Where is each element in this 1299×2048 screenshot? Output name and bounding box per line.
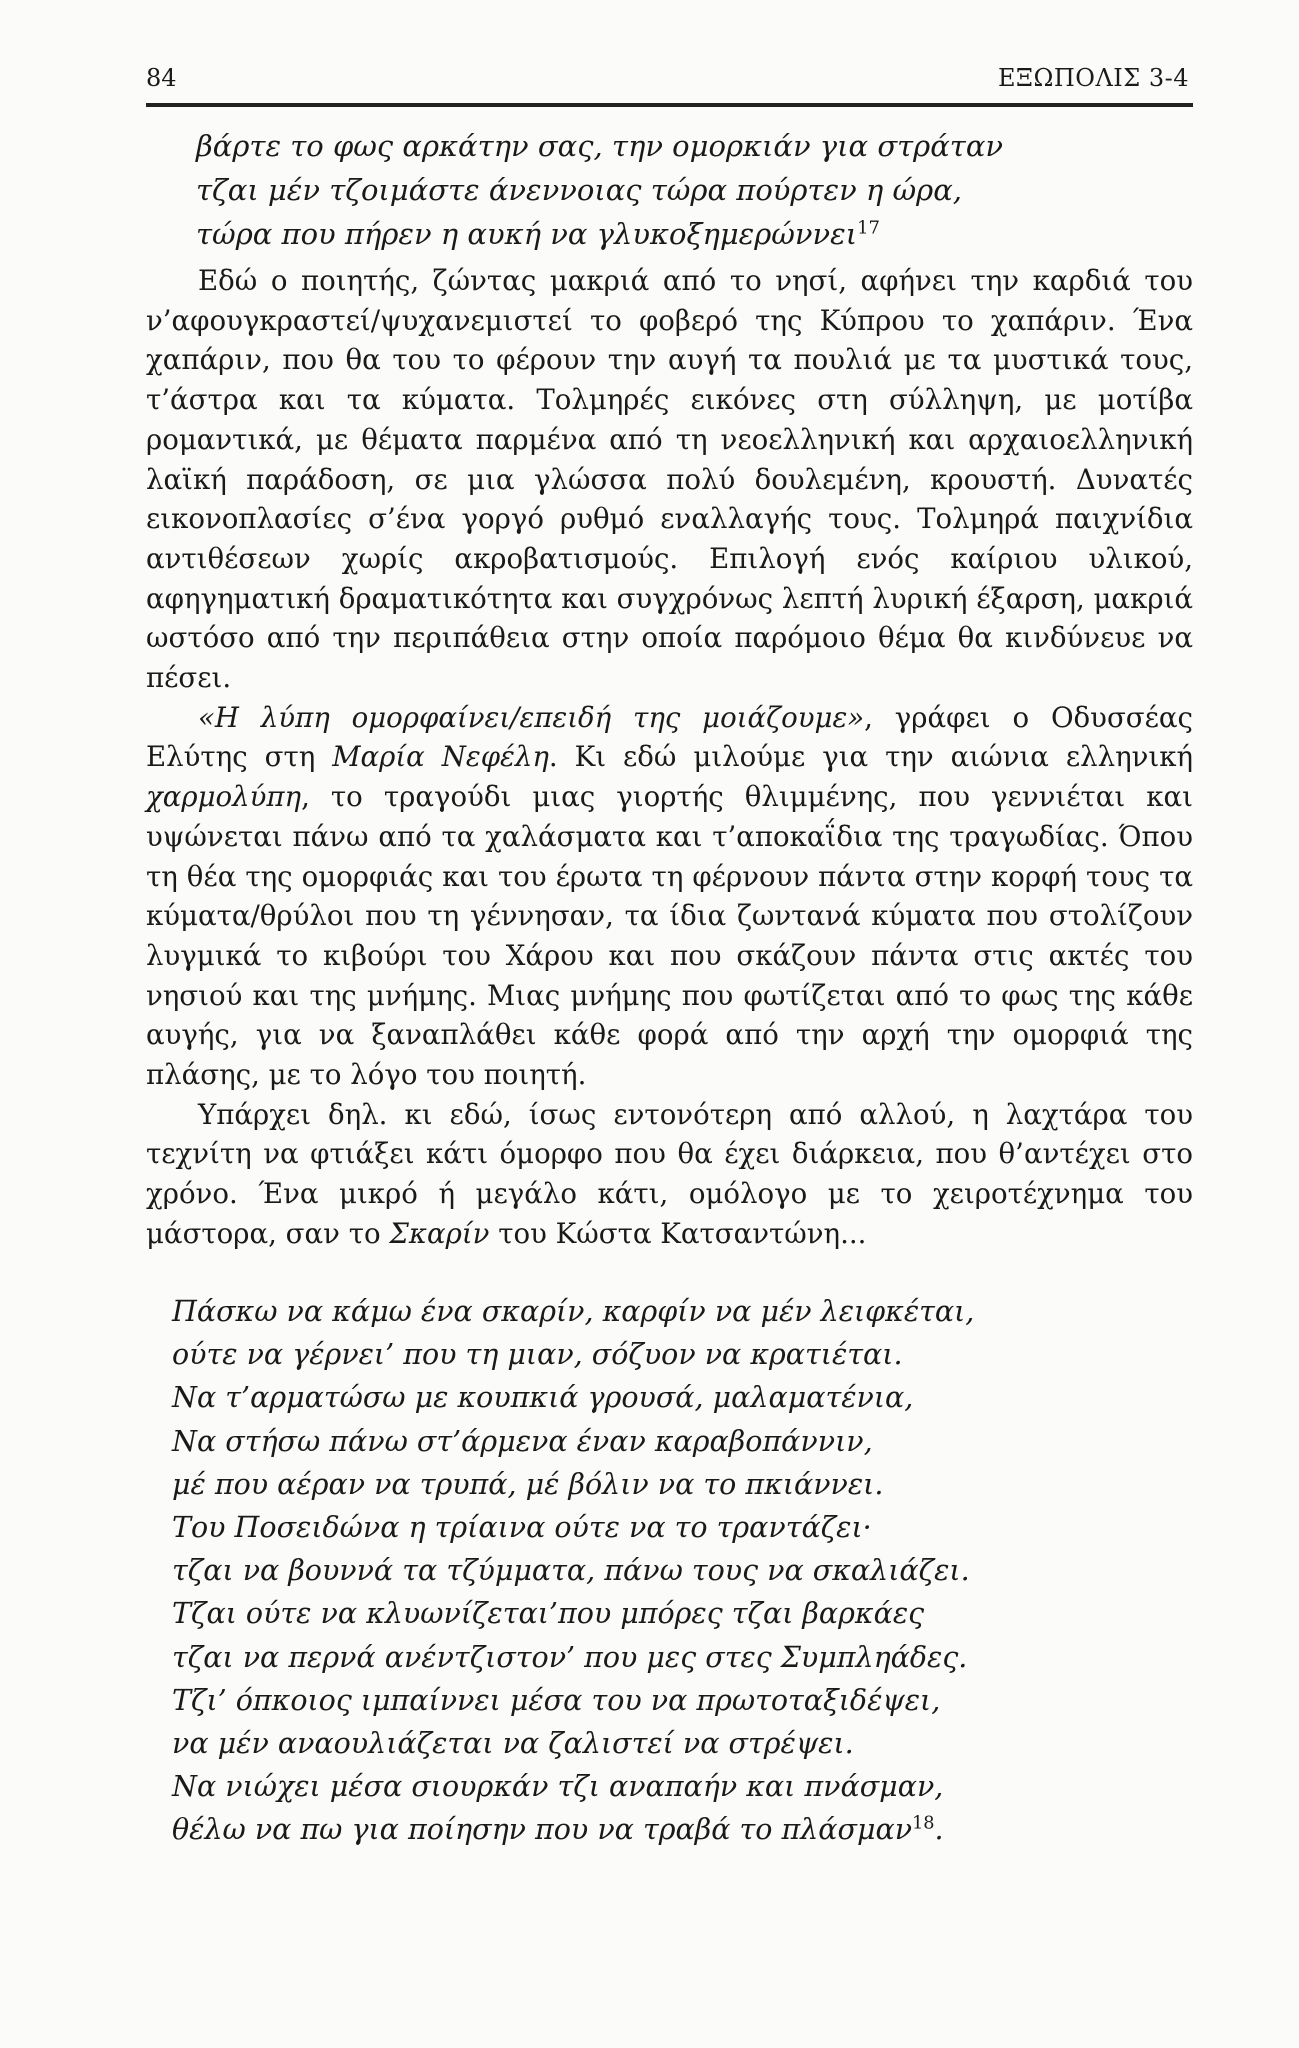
end-punctuation: . (934, 1813, 944, 1847)
footnote-marker: 17 (857, 217, 880, 239)
text-run: Υπάρχει δηλ. κι εδώ, ίσως εντονότερη από αλλού, η λαχτάρα του τεχνίτη να φτιάξει κάτι όμορφο που θα έχει διάρκεια, που θ’αντέχει στο χρόνο. Ένα μικρό ή μεγάλο κάτι, ομόλογο με το χειροτέχνημα του μάστορα, σαν το (146, 1097, 1193, 1250)
text-run: , γράφει ο Οδυσσέας Ελύτης στη (146, 700, 1194, 774)
text-run: , το τραγούδι μιας γιορτής θλιμμένης, που γεννιέται και υψώνεται πάνω από τα χαλάσματα και τ’αποκαΐδια της τραγωδίας. Όπου τη θέα της ομορφιάς και του έρωτα τη φέρνουν πάντα στην κορφή τους τα κύματα/θρύλοι που τη γέννησαν, τα ίδια ζωντανά κύματα που στολίζουν λυγμικά το κιβούρι του Χάρου και που σκάζουν πάντα στις ακτές του νησιού και της μνήμης. Μιας μνήμης που φωτίζεται από το φως της κάθε αυγής, για να ξαναπλάθει κάθε φορά από την αρχή την ομορφιά της πλάσης, με το λόγο του ποιητή. (146, 780, 1193, 1092)
paragraph (146, 698, 1193, 1095)
verse-line: να μέν αναουλιάζεται να ζαλιστεί να στρέψει. (172, 1727, 854, 1761)
running-header: ΕΞΩΠΟΛΙΣ 3-4 (998, 64, 1189, 92)
verse-line: μέ που αέραν να τρυπά, μέ βόλιν να το πκιάννει. (172, 1467, 884, 1501)
verse-line-text: θέλω να πω για ποίησην που να τραβά το πλάσμαν (172, 1813, 913, 1847)
verse-line: βάρτε το φως αρκάτην σας, την ομορκιάν για στράταν (196, 129, 1004, 163)
text-run: του Κώστα Κατσαντώνη... (489, 1216, 867, 1250)
work-title: Μαρία Νεφέλη (332, 740, 549, 774)
verse-line: τζαι να περνά ανέντζιστον’ που μες στες Συμπληάδες. (172, 1640, 968, 1674)
poem-excerpt-bottom (172, 1290, 1193, 1852)
verse-line (196, 212, 1193, 256)
body-text (146, 261, 1193, 1254)
verse-line (172, 1808, 1193, 1851)
verse-line: Να στήσω πάνω στ’άρμενα έναν καραβοπάννιν, (172, 1424, 873, 1458)
footnote-marker: 18 (912, 1813, 935, 1834)
verse-line: Να τ’αρματώσω με κουπκιά γρουσά, μαλαματένια, (172, 1381, 914, 1415)
verse-line: τζαι να βουννά τα τζύμματα, πάνω τους να σκαλιάζει. (172, 1554, 970, 1588)
paragraph: Εδώ ο ποιητής, ζώντας μακριά από το νησί, αφήνει την καρδιά του ν’αφουγκραστεί/ψυχανεμιστεί το φοβερό της Κύπρου το χαπάριν. Ένα χαπάριν, που θα του το φέρουν την αυγή τα πουλιά με τα μυστικά τους, τ’άστρα και τα κύματα. Τολμηρές εικόνες στη σύλληψη, με μοτίβα ρομαντικά, με θέματα παρμένα από τη νεοελληνική και αρχαιοελληνική λαϊκή παράδοση, σε μια γλώσσα πολύ δουλεμένη, κρουστή. Δυνατές εικονοπλασίες σ’ένα γοργό ρυθμό εναλλαγής τους. Τολμηρά παιχνίδια αντιθέσεων χωρίς ακροβατισμούς. Επιλογή ενός καίριου υλικού, αφηγηματική δραματικότητα και συγχρόνως λεπτή λυρική έξαρση, μακριά ωστόσο από την περιπάθεια στην οποία παρόμοιο θέμα θα κινδύνευε να πέσει. (146, 264, 1193, 695)
verse-line: Να νιώχει μέσα σιουρκάν τζι αναπαήν και πνάσμαν, (172, 1770, 944, 1804)
verse-line-text: τώρα που πήρεν η αυκή να γλυκοξημερώννει (196, 217, 858, 251)
verse-line: Πάσκω να κάμω ένα σκαρίν, καρφίν να μέν λειφκέται, (172, 1295, 975, 1328)
work-title: Σκαρίν (389, 1216, 490, 1250)
poem-excerpt-top (196, 124, 1193, 256)
header-rule (146, 103, 1193, 107)
verse-line: Του Ποσειδώνα η τρίαινα ούτε να το τραντάζει· (172, 1511, 872, 1545)
quote: «Η λύπη ομορφαίνει/επειδή της μοιάζουμε» (198, 700, 865, 734)
term: χαρμολύπη (146, 780, 302, 814)
verse-line: ούτε να γέρνει’ που τη μιαν, σόζυον να κρατιέται. (172, 1338, 903, 1372)
verse-line: Τζι’ όπκοιος ιμπαίννει μέσα του να πρωτοταξιδέψει, (172, 1683, 941, 1717)
text-run: . Κι εδώ μιλούμε για την αιώνια ελληνική (548, 740, 1193, 774)
verse-line: τζαι μέν τζοιμάστε άνεννοιας τώρα πούρτεν η ώρα, (196, 173, 963, 207)
paragraph (146, 1095, 1193, 1254)
page-number: 84 (146, 64, 177, 92)
verse-line: Τζαι ούτε να κλυωνίζεται’που μπόρες τζαι βαρκάες (172, 1597, 925, 1631)
